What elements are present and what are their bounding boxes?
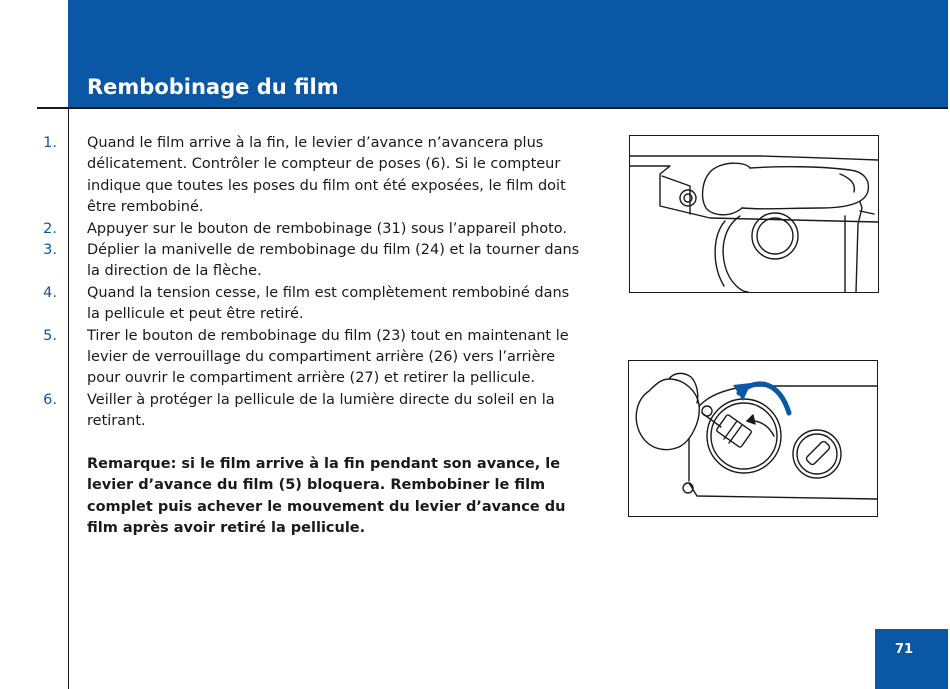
figure-rewind-crank (628, 360, 878, 517)
page-title: Rembobinage du film (87, 75, 339, 99)
step-text: Appuyer sur le bouton de rembobinage (31) sous l’appareil photo. (87, 220, 568, 237)
figure-rewind-button (629, 135, 879, 293)
rewind-button-illustration (630, 136, 878, 292)
step-number: 3. (43, 242, 57, 259)
list-item (0, 283, 600, 326)
step-text: Quand la tension cesse, le film est complètement rembobiné dans la pellicule et peut être retiré. (87, 284, 570, 323)
step-text: Veiller à protéger la pellicule de la lumière directe du soleil en la retirant. (87, 391, 555, 430)
list-item (0, 133, 600, 219)
page-number-box (875, 629, 948, 689)
list-item (0, 219, 600, 240)
step-number: 4. (43, 284, 57, 301)
instruction-list (0, 133, 600, 433)
page-number: 71 (894, 642, 914, 657)
list-item (0, 390, 600, 433)
step-text: Déplier la manivelle de rembobinage du film (24) et la tourner dans la direction de la flèche. (87, 242, 580, 280)
step-text: Quand le film arrive à la fin, le levier d’avance n’avancera plus délicatement. Contrôler le compteur de poses (6). Si le compteur indique que toutes les poses du film ont été exposées, le film doit être rembobiné. (87, 135, 566, 216)
rewind-crank-illustration (629, 361, 877, 516)
list-item (0, 240, 600, 283)
step-text: Tirer le bouton de rembobinage du film (23) tout en maintenant le levier de verrouillage du compartiment arrière (26) vers l’arrière pour ouvrir le compartiment arrière (27) et retirer la pellicule. (87, 327, 569, 387)
step-number: 5. (43, 327, 57, 344)
header-divider (37, 107, 948, 109)
list-item (0, 326, 600, 390)
step-number: 1. (43, 135, 57, 151)
remark-note: Remarque: si le film arrive à la fin pendant son avance, le levier d’avance du film (5) bloquera. Rembobiner le film complet puis achever le mouvement du levier d’avance du film après avoir retiré la pellicule. (87, 456, 566, 537)
step-number: 2. (43, 220, 57, 237)
step-number: 6. (43, 391, 57, 408)
